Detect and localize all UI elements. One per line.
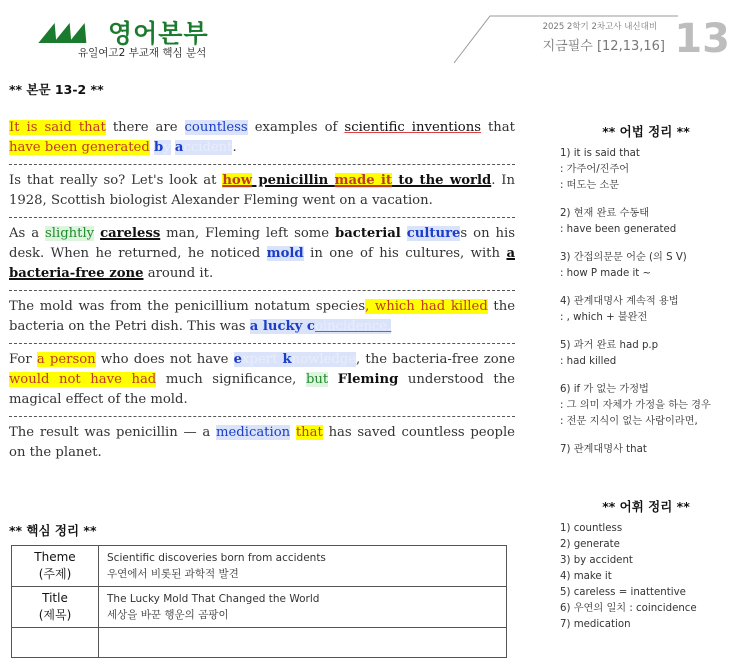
text-segment: scientific inventions (344, 120, 481, 135)
text-segment: countless (184, 120, 248, 135)
text-segment: a (174, 140, 184, 155)
text-segment: have been generated (9, 140, 150, 155)
grammar-notes (560, 122, 732, 470)
grammar-line: 3) 간접의문문 어순 (의 S V) (560, 252, 687, 263)
paragraph-separator (9, 217, 515, 218)
grammar-line: 5) 과거 완료 had p.p (560, 340, 659, 351)
passage-title: ** 본문 13-2 ** (9, 82, 104, 97)
text-segment: k (282, 352, 292, 367)
grammar-line: : how P made it ~ (560, 268, 652, 279)
passage-paragraph (9, 171, 515, 211)
text-segment: The result was penicillin — a (9, 425, 216, 440)
vocab-item: 1) countless (560, 523, 623, 534)
vocab-list (560, 521, 732, 633)
grammar-line: 1) it is said that (560, 148, 640, 159)
text-segment: that (295, 425, 323, 440)
text-segment: a lucky c (249, 319, 315, 334)
summary-row-theme (12, 546, 507, 587)
text-segment: understood the magical effect of the mold. (9, 372, 515, 407)
grammar-line: : , which + 불완전 (560, 312, 648, 323)
text-segment: medication (215, 425, 291, 440)
text-segment: ccident (183, 140, 233, 155)
grammar-line: 6) if 가 없는 가정법 (560, 384, 649, 395)
vocab-item: 2) generate (560, 539, 620, 550)
vocab-item: 4) make it (560, 571, 612, 582)
text-segment: but (305, 372, 329, 387)
text-segment: It is said that (9, 120, 106, 135)
grammar-line: : 가주어/진주어 (560, 164, 630, 175)
grammar-item (560, 146, 732, 194)
text-segment: to the world (392, 173, 492, 188)
passage-paragraph (9, 350, 515, 410)
text-segment: slightly (45, 226, 95, 241)
text-segment (401, 226, 407, 241)
grammar-line: : have been generated (560, 224, 677, 235)
text-segment: . (232, 140, 237, 155)
title-value: The Lucky Mold That Changed the World 세상을 바꾼 행운의 곰팡이 (99, 587, 507, 628)
grammar-item (560, 442, 732, 458)
text-segment: oincidence. (314, 319, 392, 334)
text-segment: man, Fleming left some (160, 226, 336, 241)
text-segment: around it. (143, 266, 214, 281)
text-segment: Is that really so? Let's look at (9, 173, 223, 188)
grammar-item (560, 206, 732, 238)
title-key: Title (제목) (12, 587, 99, 628)
vocab-heading: ** 어휘 정리 ** (602, 499, 690, 514)
text-segment: a person (36, 352, 96, 367)
grammar-line: : 전문 지식이 없는 사람이라면, (560, 416, 698, 427)
text-segment: The mold was from the penicillium notatum species (9, 299, 366, 314)
text-segment: the bacteria on the Petri dish. This was (9, 299, 515, 334)
passage-paragraph (9, 118, 515, 158)
text-segment: b (154, 140, 164, 155)
passage-body (9, 118, 515, 463)
vocab-item: 5) careless = inattentive (560, 587, 686, 598)
brand-name: 영어본부 (108, 19, 209, 48)
grammar-line: : 그 의미 자체가 가정을 하는 경우 (560, 400, 711, 411)
text-segment: For (9, 352, 37, 367)
header-title: 지금필수 [12,13,16] (542, 39, 665, 54)
text-segment: Fleming (337, 372, 399, 387)
paragraph-separator (9, 343, 515, 344)
grammar-item (560, 250, 732, 282)
summary-table (11, 545, 507, 658)
grammar-line: : 떠도는 소문 (560, 180, 620, 191)
brand-subtitle: 유일여고2 부교재 핵심 분석 (78, 47, 207, 59)
passage-paragraph (9, 423, 515, 463)
text-segment (328, 372, 338, 387)
text-segment: examples of (247, 120, 345, 135)
text-segment: xpert (241, 352, 283, 367)
text-segment: there are (105, 120, 185, 135)
summary-row-title (12, 587, 507, 628)
exam-line: 2025 2학기 2차고사 내신대비 (542, 22, 658, 32)
vocab-item: 7) medication (560, 619, 631, 630)
text-segment: As a (9, 226, 46, 241)
text-segment: penicillin (252, 173, 335, 188)
grammar-heading: ** 어법 정리 ** (602, 124, 690, 139)
text-segment: a bacteria-free zone (9, 246, 515, 281)
text-segment: much significance, (156, 372, 306, 387)
text-segment: y (163, 140, 171, 155)
text-segment: that (480, 120, 515, 135)
text-segment: . In 1928, Scottish biologist Alexander Fleming went on a vacation. (9, 173, 515, 208)
paragraph-separator (9, 290, 515, 291)
text-segment: mold (266, 246, 304, 261)
vocab-item: 3) by accident (560, 555, 633, 566)
text-segment: has saved countless people on the planet. (9, 425, 515, 460)
text-segment: would not have had (9, 372, 157, 387)
theme-value: Scientific discoveries born from accidents 우연에서 비롯된 과학적 발견 (99, 546, 507, 587)
text-segment: , the bacteria-free zone (356, 352, 515, 367)
text-segment: in one of his cultures, with (303, 246, 507, 261)
passage-paragraph (9, 224, 515, 284)
vocab-notes (560, 497, 732, 633)
logo-mountain-icon (42, 19, 102, 45)
grammar-item (560, 382, 732, 430)
theme-key: Theme (주제) (12, 546, 99, 587)
text-segment: how (222, 173, 253, 188)
grammar-line: : had killed (560, 356, 617, 367)
grammar-line: 4) 관계대명사 계속적 용법 (560, 296, 679, 307)
text-segment: made it (334, 173, 393, 188)
passage-paragraph (9, 297, 515, 337)
text-segment: , which had killed (365, 299, 488, 314)
grammar-line: 7) 관계대명사 that (560, 444, 647, 455)
text-segment: careless (100, 226, 161, 241)
page-number: 13 (674, 16, 730, 62)
vocab-item: 6) 우연의 일치 : coincidence (560, 603, 697, 614)
text-segment: culture (406, 226, 461, 241)
text-segment: nowledge (291, 352, 357, 367)
summary-title: ** 핵심 정리 ** (9, 523, 97, 538)
header-info (543, 20, 665, 54)
text-segment (290, 425, 296, 440)
grammar-item (560, 294, 732, 326)
text-segment: who does not have (95, 352, 234, 367)
text-segment: e (233, 352, 242, 367)
paragraph-separator (9, 164, 515, 165)
text-segment: s on his desk. When he returned, he noticed (9, 226, 515, 261)
text-segment: bacterial (335, 226, 401, 241)
paragraph-separator (9, 416, 515, 417)
grammar-item (560, 338, 732, 370)
grammar-line: 2) 현재 완료 수동태 (560, 208, 650, 219)
